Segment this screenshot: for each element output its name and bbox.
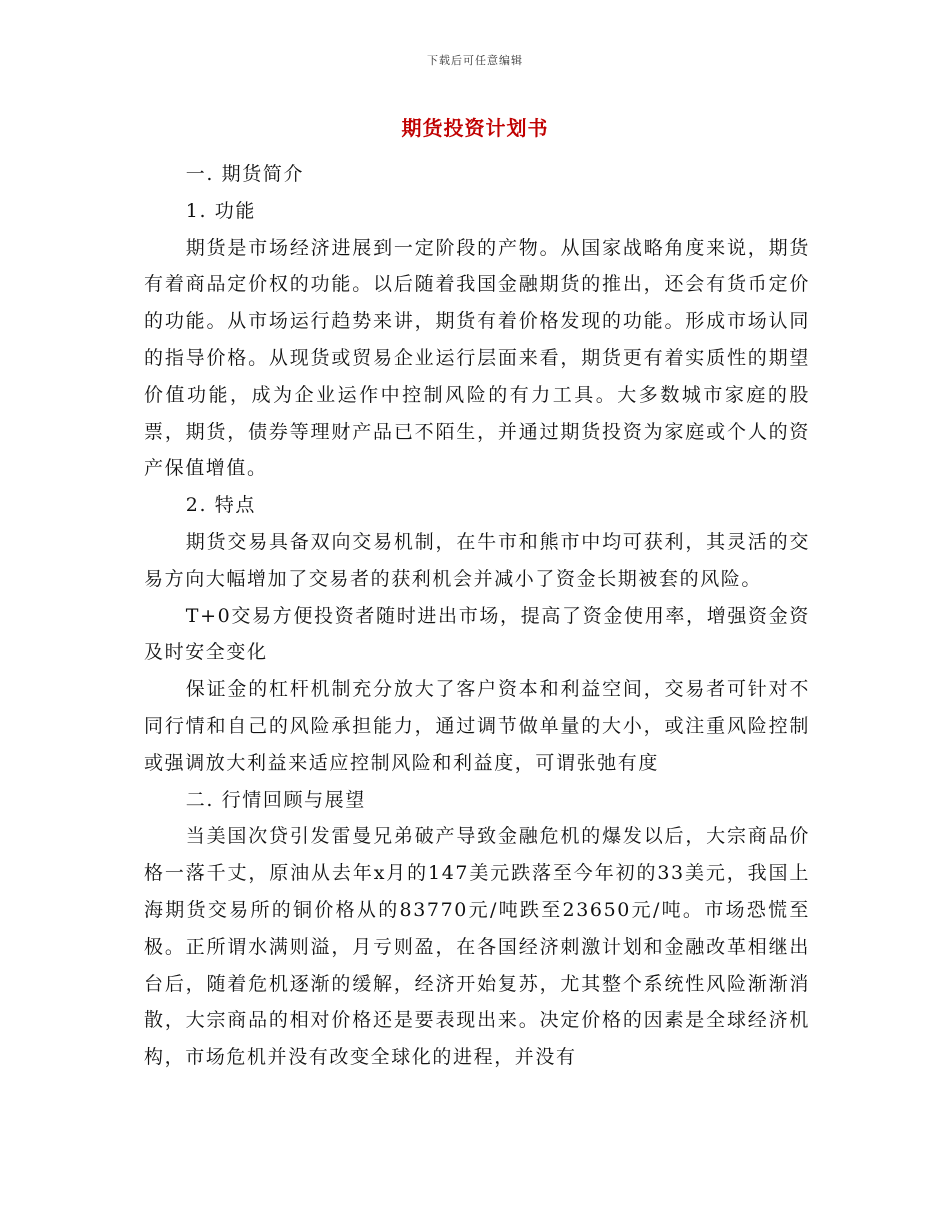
section-1-1-paragraph: 期货是市场经济进展到一定阶段的产物。从国家战略角度来说，期货有着商品定价权的功能。以后随着我国金融期货的推出，还会有货币定价的功能。从市场运行趋势来讲，期货有着价格发现的功能。形成市场认同的指导价格。从现货或贸易企业运行层面来看，期货更有着实质性的期望价值功能，成为企业运作中控制风险的有力工具。大多数城市家庭的股票，期货，债券等理财产品已不陌生，并通过期货投资为家庭或个人的资产保值增值。 [144, 236, 810, 480]
page-header-note: 下载后可任意编辑 [427, 54, 523, 67]
section-1-heading: 一. 期货简介 [185, 163, 305, 185]
document-title: 期货投资计划书 [401, 116, 549, 140]
section-1-2-paragraph-3: 保证金的杠杆机制充分放大了客户资本和利益空间，交易者可针对不同行情和自己的风险承担能力，通过调节做单量的大小，或注重风险控制或强调放大利益来适应控制风险和利益度，可谓张弛有度 [144, 678, 810, 774]
section-2-paragraph: 当美国次贷引发雷曼兄弟破产导致金融危机的爆发以后，大宗商品价格一落千丈，原油从去年x月的147美元跌落至今年初的33美元，我国上海期货交易所的铜价格从的83770元/吨跌至23650元/吨。市场恐慌至极。正所谓水满则溢，月亏则盈，在各国经济刺激计划和金融改革相继出台后，随着危机逐渐的缓解，经济开始复苏，尤其整个系统性风险渐渐消散，大宗商品的相对价格还是要表现出来。决定价格的因素是全球经济机构，市场危机并没有改变全球化的进程，并没有 [144, 825, 810, 1069]
section-1-1-heading: 1. 功能 [185, 199, 256, 222]
section-1-2-heading: 2. 特点 [185, 494, 256, 517]
section-2-heading: 二. 行情回顾与展望 [185, 788, 366, 811]
section-1-2-paragraph-2: T+0交易方便投资者随时进出市场，提高了资金使用率，增强资金资及时安全变化 [144, 604, 810, 664]
document-body [144, 156, 810, 1076]
section-1-2-paragraph-1: 期货交易具备双向交易机制，在牛市和熊市中均可获利，其灵活的交易方向大幅增加了交易者的获利机会并减小了资金长期被套的风险。 [144, 530, 810, 590]
